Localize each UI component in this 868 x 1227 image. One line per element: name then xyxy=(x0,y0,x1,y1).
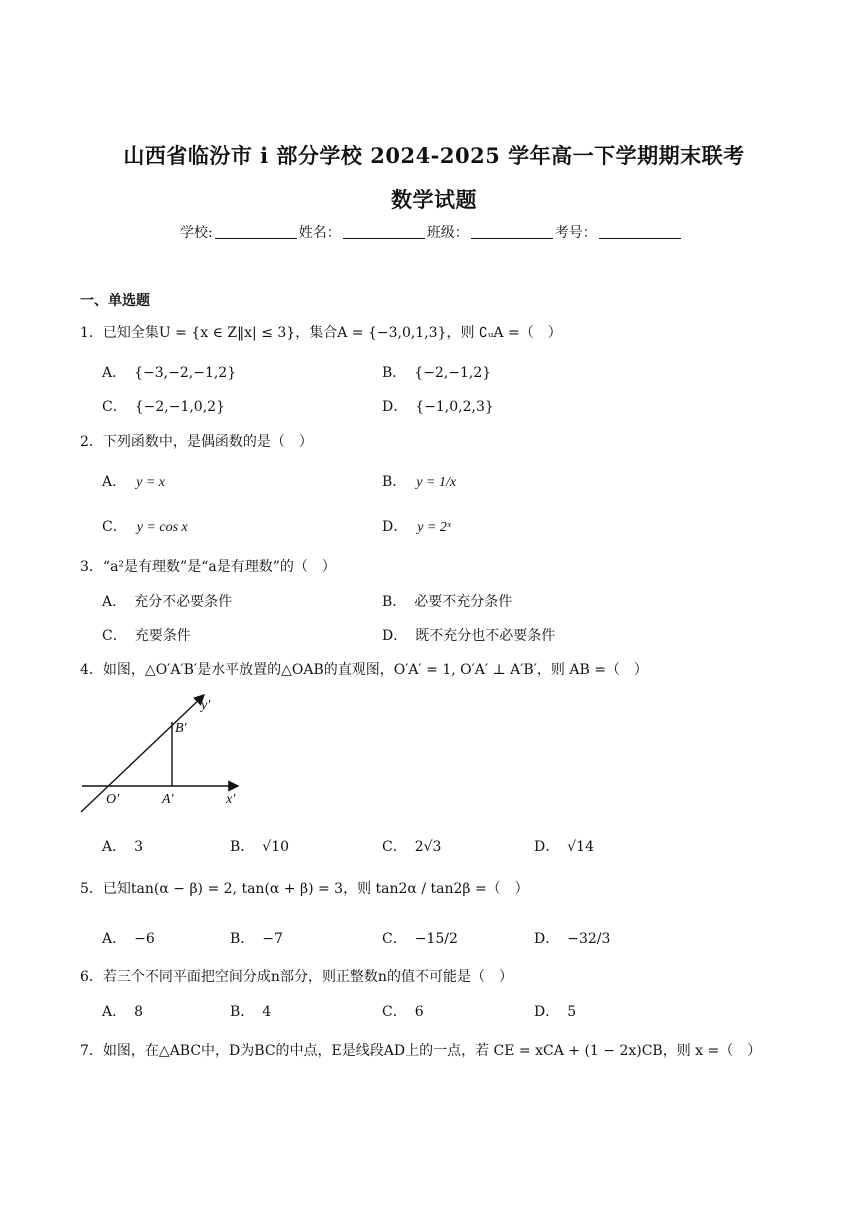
option-label: D． xyxy=(534,1004,560,1020)
option-1d[interactable] xyxy=(382,398,494,416)
option-text: √14 xyxy=(567,839,594,855)
option-label: B． xyxy=(230,1004,255,1020)
option-4c[interactable] xyxy=(382,838,441,856)
option-text: 既不充分也不必要条件 xyxy=(415,628,556,644)
option-label: D． xyxy=(382,628,408,644)
question-text: 如图，在△ABC中，D为BC的中点，E是线段AD上的一点，若 CE = xCA + (1 − 2x)CB，则 x =（ ） xyxy=(102,1043,762,1059)
option-text: 3 xyxy=(134,839,144,855)
option-text: 充分不必要条件 xyxy=(134,594,233,610)
name-label: 姓名： xyxy=(298,225,341,241)
option-label: B． xyxy=(230,839,255,855)
question-number: 3． xyxy=(80,559,103,575)
option-text: y = cos x xyxy=(136,520,188,535)
option-text: 5 xyxy=(567,1004,577,1020)
option-text: {−2,−1,0,2} xyxy=(134,399,225,415)
option-label: C． xyxy=(102,399,127,415)
name-field[interactable] xyxy=(343,224,425,239)
question-number: 5． xyxy=(80,881,103,897)
class-label: 班级： xyxy=(426,225,469,241)
question-2 xyxy=(80,433,313,451)
label-x-axis: x′ xyxy=(226,792,236,807)
option-label: A． xyxy=(102,365,127,381)
number-field[interactable] xyxy=(599,224,681,239)
option-5c[interactable] xyxy=(382,930,458,948)
option-label: B． xyxy=(382,474,407,490)
option-text: 4 xyxy=(262,1004,272,1020)
number-label: 考号： xyxy=(554,225,597,241)
option-text: −7 xyxy=(262,931,283,947)
option-3a[interactable] xyxy=(102,593,232,611)
option-3d[interactable] xyxy=(382,627,555,645)
label-origin: O′ xyxy=(106,792,120,807)
option-label: D． xyxy=(382,399,408,415)
option-text: {−2,−1,2} xyxy=(414,365,492,381)
question-7 xyxy=(80,1042,761,1060)
page-title: 山西省临汾市 i 部分学校 2024-2025 学年高一下学期期末联考 xyxy=(123,143,745,168)
question-text: 若三个不同平面把空间分成n部分，则正整数n的值不可能是（ ） xyxy=(102,969,513,985)
option-text: {−1,0,2,3} xyxy=(415,399,494,415)
label-a-point: A′ xyxy=(162,792,174,807)
student-info-row xyxy=(180,222,683,242)
option-label: C． xyxy=(382,1004,407,1020)
question-1 xyxy=(80,324,562,342)
y-axis xyxy=(81,695,204,812)
option-1a[interactable] xyxy=(102,364,236,382)
question-text: “a²是有理数”是“a是有理数”的（ ） xyxy=(102,559,336,575)
option-label: C． xyxy=(102,628,127,644)
option-2d[interactable] xyxy=(382,518,451,537)
option-1b[interactable] xyxy=(382,364,491,382)
option-text: −15/2 xyxy=(414,931,458,947)
question-number: 4． xyxy=(80,662,103,678)
option-2a[interactable] xyxy=(102,473,165,492)
option-label: B． xyxy=(230,931,255,947)
option-label: B． xyxy=(382,365,407,381)
question-4 xyxy=(80,661,648,679)
option-4b[interactable] xyxy=(230,838,289,856)
class-field[interactable] xyxy=(471,224,553,239)
option-label: A． xyxy=(102,839,127,855)
option-5b[interactable] xyxy=(230,930,283,948)
option-text: −6 xyxy=(134,931,155,947)
option-text: y = 1/x xyxy=(416,475,457,490)
option-label: D． xyxy=(534,839,560,855)
option-5d[interactable] xyxy=(534,930,610,948)
option-text: y = 2ˣ xyxy=(417,520,451,535)
option-text: y = x xyxy=(136,475,165,490)
option-3c[interactable] xyxy=(102,627,191,645)
question-number: 2． xyxy=(80,434,103,450)
option-label: A． xyxy=(102,931,127,947)
option-6c[interactable] xyxy=(382,1003,424,1021)
option-label: C． xyxy=(382,931,407,947)
question-text: 如图，△O′A′B′是水平放置的△OAB的直观图，O′A′ = 1, O′A′ ⊥ A′B′，则 AB =（ ） xyxy=(102,662,648,678)
question-6 xyxy=(80,968,513,986)
option-2b[interactable] xyxy=(382,473,456,492)
option-label: C． xyxy=(102,519,127,535)
option-text: 充要条件 xyxy=(134,628,191,644)
label-y-axis: y′ xyxy=(201,698,211,713)
option-label: C． xyxy=(382,839,407,855)
question-3 xyxy=(80,558,336,576)
question-text: 下列函数中，是偶函数的是（ ） xyxy=(102,434,313,450)
option-4a[interactable] xyxy=(102,838,143,856)
option-label: B． xyxy=(382,594,407,610)
option-text: 6 xyxy=(414,1004,424,1020)
option-text: √10 xyxy=(262,839,290,855)
option-6d[interactable] xyxy=(534,1003,576,1021)
option-label: D． xyxy=(382,519,408,535)
school-label: 学校: xyxy=(180,225,213,241)
option-5a[interactable] xyxy=(102,930,155,948)
label-b-point: B′ xyxy=(175,721,187,736)
option-text: 2√3 xyxy=(414,839,442,855)
option-text: 必要不充分条件 xyxy=(414,594,513,610)
option-3b[interactable] xyxy=(382,593,512,611)
option-label: D． xyxy=(534,931,560,947)
option-1c[interactable] xyxy=(102,398,225,416)
option-text: {−3,−2,−1,2} xyxy=(134,365,237,381)
school-field[interactable] xyxy=(215,224,297,239)
page-subtitle: 数学试题 xyxy=(391,187,477,212)
question-number: 1． xyxy=(80,325,103,341)
oblique-projection-figure xyxy=(78,690,248,820)
question-text: 已知tan(α − β) = 2, tan(α + β) = 3，则 tan2α / tan2β =（ ） xyxy=(102,881,529,897)
question-number: 7． xyxy=(80,1043,103,1059)
option-label: A． xyxy=(102,1004,127,1020)
section-title: 一、单选题 xyxy=(80,293,150,309)
option-6a[interactable] xyxy=(102,1003,143,1021)
option-label: A． xyxy=(102,474,127,490)
question-5 xyxy=(80,880,529,898)
question-number: 6． xyxy=(80,969,103,985)
question-text: 已知全集U = {x ∈ Z‖x| ≤ 3}，集合A = {−3,0,1,3}，则 ∁ᵤA =（ ） xyxy=(102,325,562,341)
option-label: A． xyxy=(102,594,127,610)
option-text: −32/3 xyxy=(567,931,611,947)
option-text: 8 xyxy=(134,1004,144,1020)
option-2c[interactable] xyxy=(102,518,188,537)
option-4d[interactable] xyxy=(534,838,594,856)
option-6b[interactable] xyxy=(230,1003,271,1021)
